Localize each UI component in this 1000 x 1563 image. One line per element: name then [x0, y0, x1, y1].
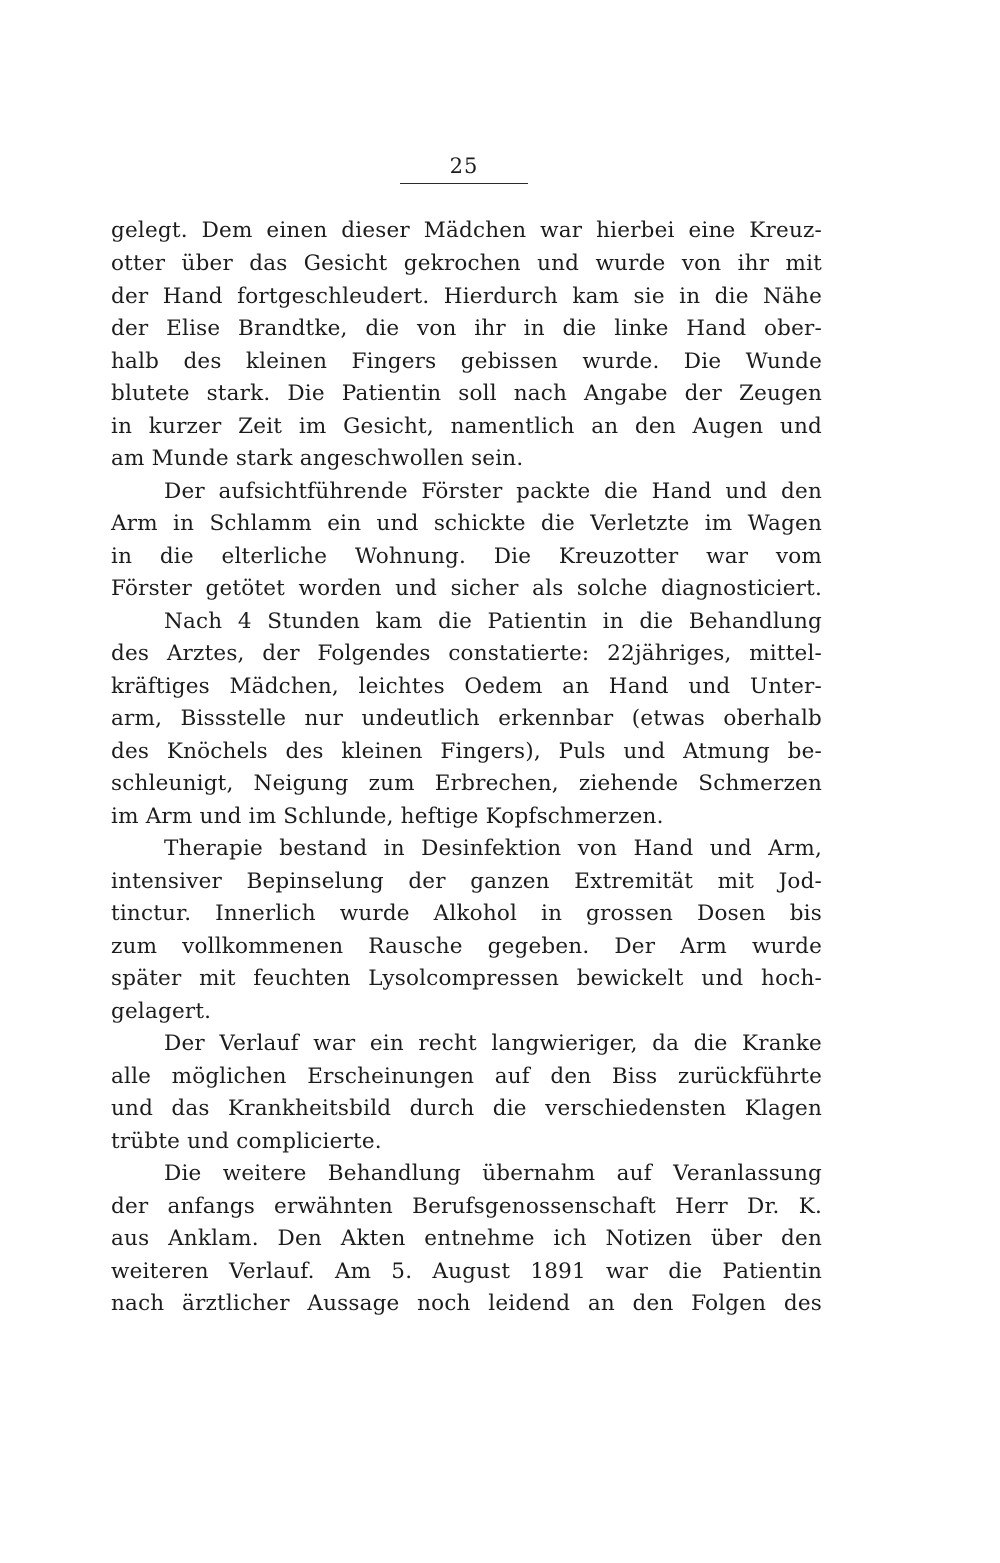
text-line: des Knöchels des kleinen Fingers), Puls und Atmung be- — [111, 739, 822, 764]
text-line: intensiver Bepinselung der ganzen Extremität mit Jod- — [111, 869, 822, 894]
text-line: otter über das Gesicht gekrochen und wurde von ihr mit — [111, 251, 822, 276]
text-line: in die elterliche Wohnung. Die Kreuzotter war vom — [111, 544, 822, 569]
text-line: Die weitere Behandlung übernahm auf Veranlassung — [164, 1161, 822, 1186]
text-line: trübte und complicierte. — [111, 1129, 382, 1154]
text-line: kräftiges Mädchen, leichtes Oedem an Hand und Unter- — [111, 674, 822, 699]
text-line: der Hand fortgeschleudert. Hierdurch kam sie in die Nähe — [111, 284, 822, 309]
page-number-rule — [400, 183, 528, 184]
text-line: alle möglichen Erscheinungen auf den Biss zurückführte — [111, 1064, 822, 1089]
text-line: des Arztes, der Folgendes constatierte: 22jähriges, mittel- — [111, 641, 822, 666]
text-line: nach ärztlicher Aussage noch leidend an den Folgen des — [111, 1291, 822, 1316]
text-line: Therapie bestand in Desinfektion von Hand und Arm, — [164, 836, 822, 861]
text-line: in kurzer Zeit im Gesicht, namentlich an den Augen und — [111, 414, 822, 439]
text-line: Nach 4 Stunden kam die Patientin in die Behandlung — [164, 609, 822, 634]
page-number: 25 — [449, 154, 479, 178]
text-line: Förster getötet worden und sicher als solche diagnosticiert. — [111, 576, 822, 601]
text-line: gelagert. — [111, 999, 212, 1024]
text-line: blutete stark. Die Patientin soll nach Angabe der Zeugen — [111, 381, 822, 406]
text-line: Der aufsichtführende Förster packte die Hand und den — [164, 479, 822, 504]
text-line: im Arm und im Schlunde, heftige Kopfschmerzen. — [111, 804, 664, 829]
text-line: arm, Bissstelle nur undeutlich erkennbar (etwas oberhalb — [111, 706, 822, 731]
text-line: tinctur. Innerlich wurde Alkohol in grossen Dosen bis — [111, 901, 822, 926]
text-line: aus Anklam. Den Akten entnehme ich Notizen über den — [111, 1226, 822, 1251]
text-line: der Elise Brandtke, die von ihr in die linke Hand ober- — [111, 316, 822, 341]
text-line: halb des kleinen Fingers gebissen wurde. Die Wunde — [111, 349, 822, 374]
text-line: weiteren Verlauf. Am 5. August 1891 war die Patientin — [111, 1259, 822, 1284]
text-line: Arm in Schlamm ein und schickte die Verletzte im Wagen — [111, 511, 822, 536]
text-line: schleunigt, Neigung zum Erbrechen, ziehende Schmerzen — [111, 771, 822, 796]
text-line: und das Krankheitsbild durch die verschiedensten Klagen — [111, 1096, 822, 1121]
text-line: später mit feuchten Lysolcompressen bewickelt und hoch- — [111, 966, 822, 991]
text-line: Der Verlauf war ein recht langwieriger, da die Kranke — [164, 1031, 822, 1056]
text-line: am Munde stark angeschwollen sein. — [111, 446, 524, 471]
text-line: der anfangs erwähnten Berufsgenossenschaft Herr Dr. K. — [111, 1194, 822, 1219]
text-line: gelegt. Dem einen dieser Mädchen war hierbei eine Kreuz- — [111, 218, 822, 243]
text-line: zum vollkommenen Rausche gegeben. Der Arm wurde — [111, 934, 822, 959]
